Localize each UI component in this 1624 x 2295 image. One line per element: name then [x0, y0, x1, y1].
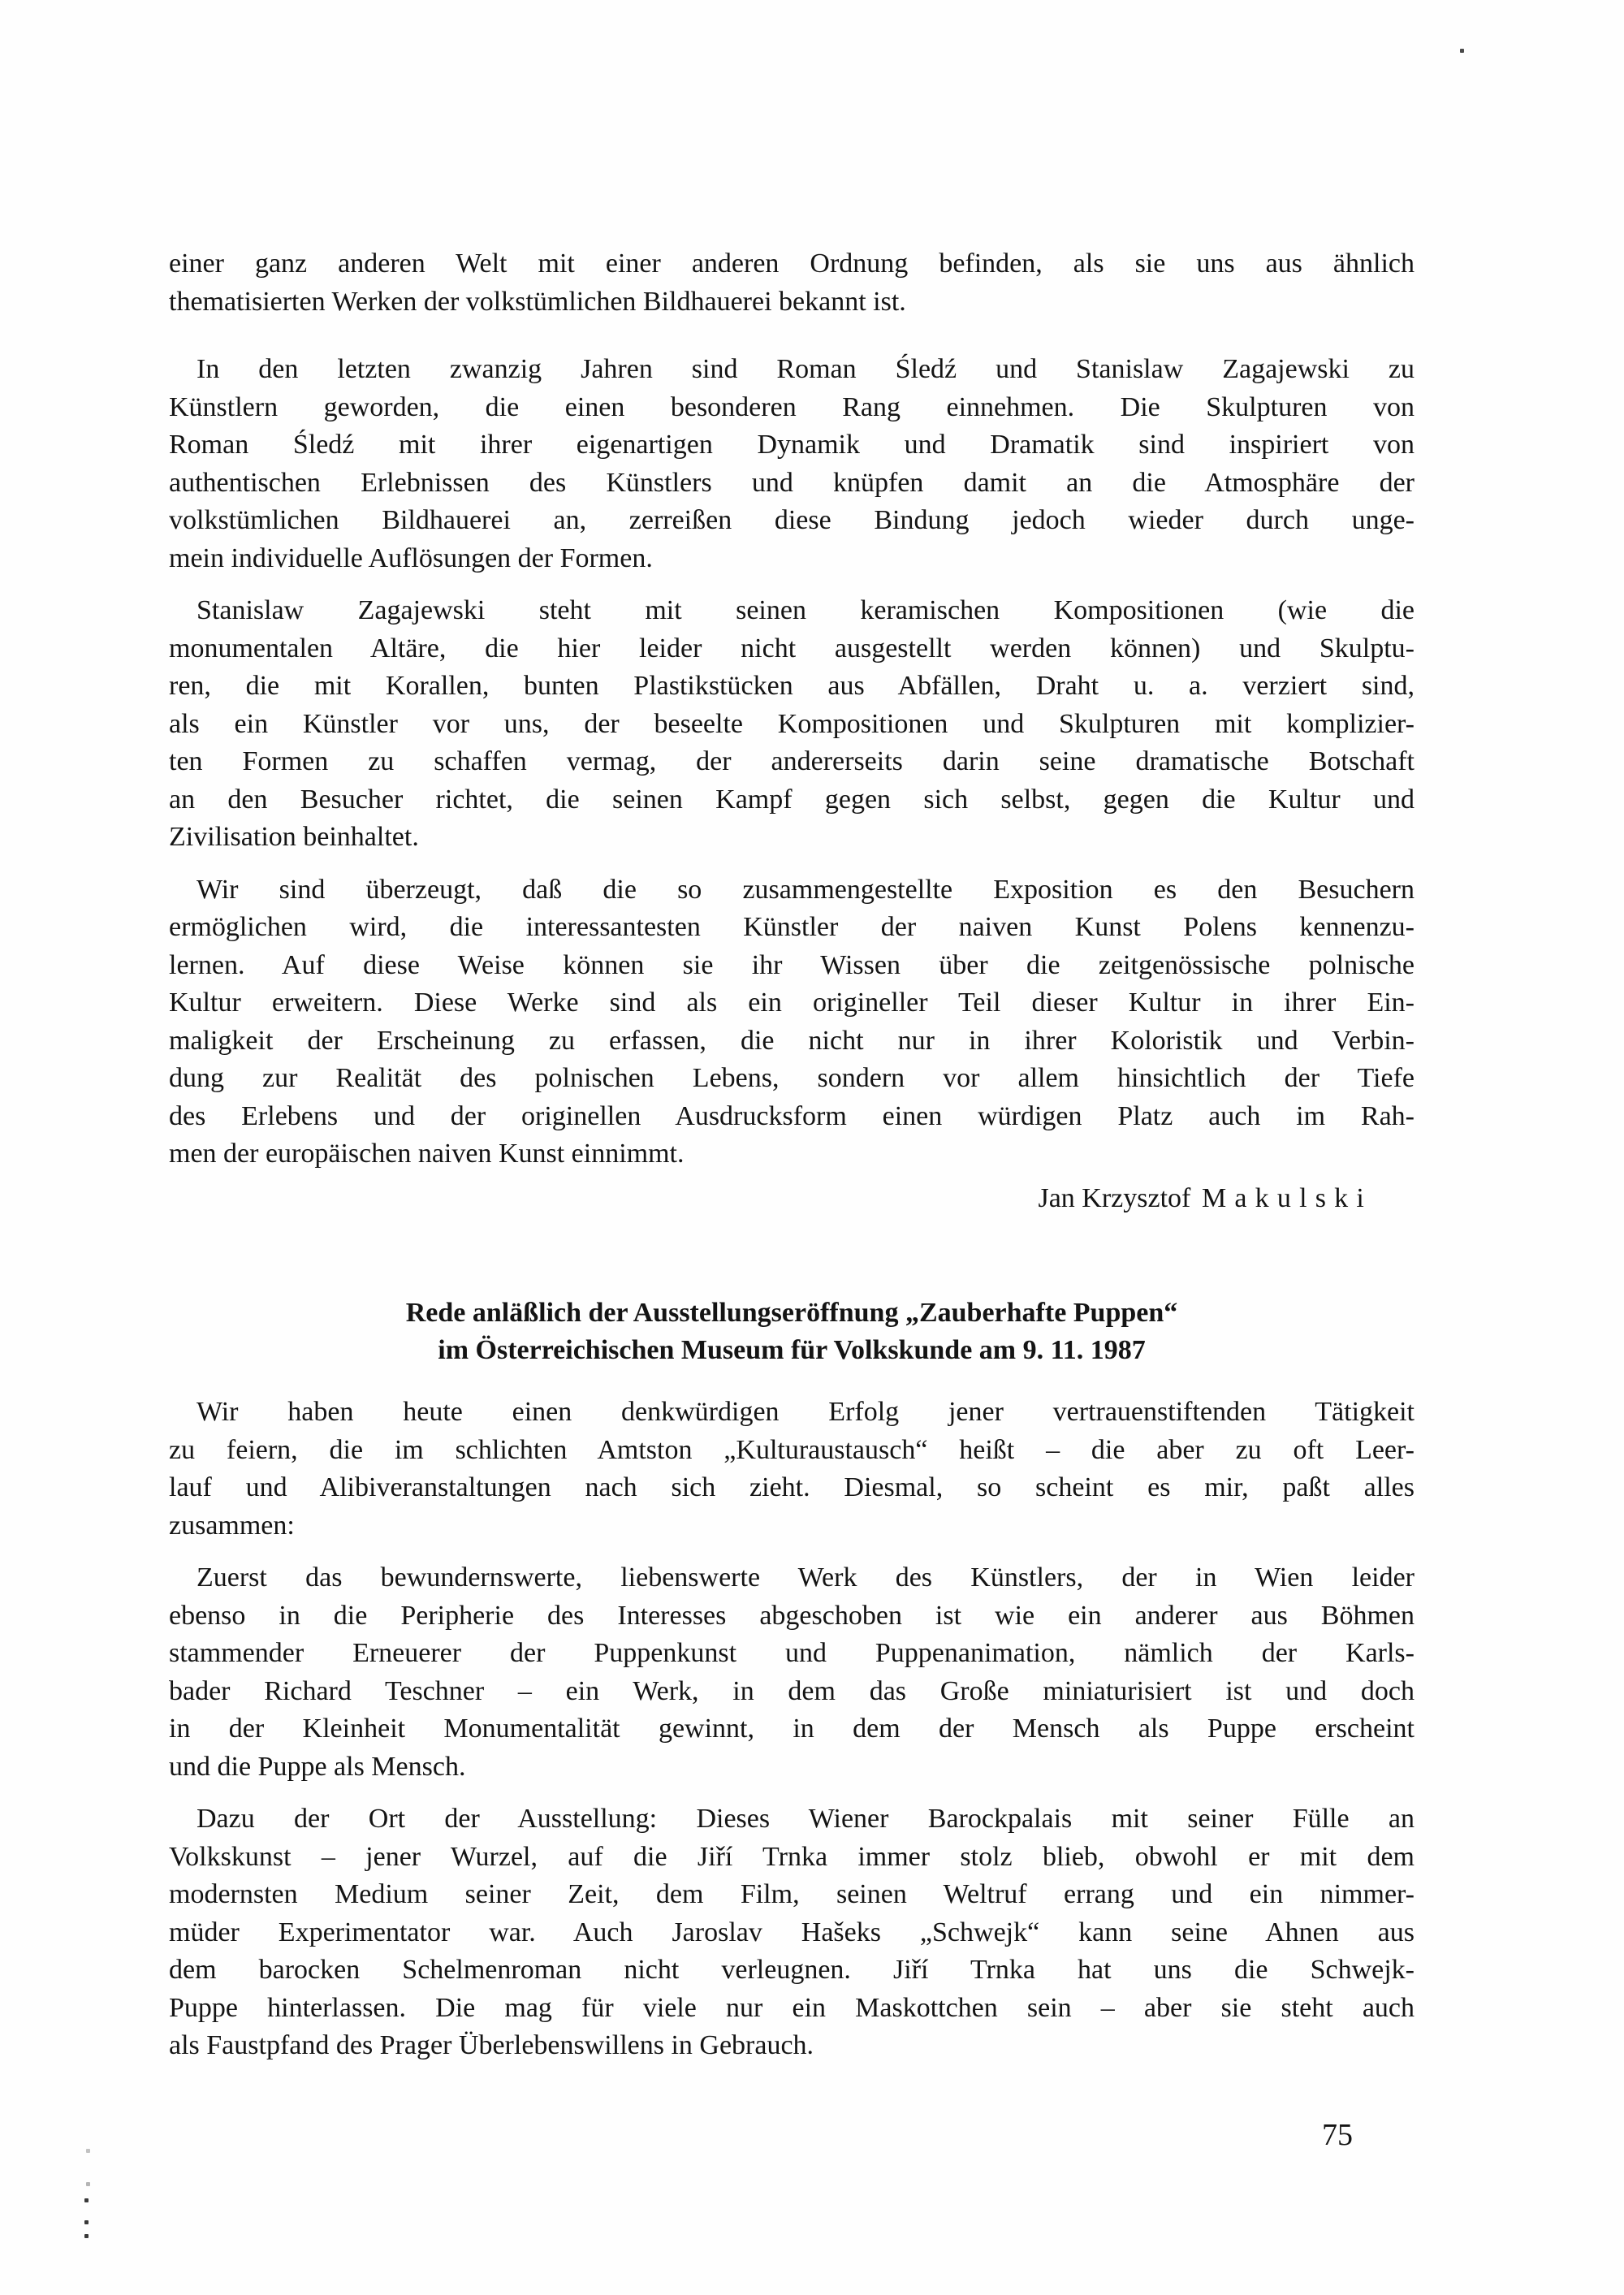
text-line: ebenso in die Peripherie des Interesses abgeschoben ist wie ein anderer aus Böhmen	[169, 1600, 1415, 1631]
paragraph-continuation	[169, 245, 1415, 321]
text-line: zusammen:	[169, 1510, 295, 1541]
text-line: lauf und Alibiveranstaltungen nach sich zieht. Diesmal, so scheint es mir, paßt alles	[169, 1472, 1415, 1502]
text-line: men der europäischen naiven Kunst einnimmt.	[169, 1139, 685, 1169]
text-line: authentischen Erlebnissen des Künstlers und knüpfen damit an die Atmosphäre der	[169, 467, 1415, 498]
text-line: als ein Künstler vor uns, der beseelte Kompositionen und Skulpturen mit komplizier-	[169, 708, 1415, 739]
text-line: Roman Śledź mit ihrer eigenartigen Dynamik und Dramatik sind inspiriert von	[169, 430, 1415, 460]
text-line: als Faustpfand des Prager Überlebenswillens in Gebrauch.	[169, 2030, 814, 2060]
speech-title	[169, 1294, 1415, 1369]
text-line: maligkeit der Erscheinung zu erfassen, die nicht nur in ihrer Koloristik und Verbin-	[169, 1025, 1415, 1056]
text-line: bader Richard Teschner – ein Werk, in dem das Große miniaturisiert ist und doch	[169, 1675, 1415, 1706]
text-line: Künstlern geworden, die einen besonderen Rang einnehmen. Die Skulpturen von	[169, 391, 1415, 422]
paragraph	[169, 871, 1415, 1173]
paragraph	[169, 351, 1415, 577]
text-line: Dazu der Ort der Ausstellung: Dieses Wiener Barockpalais mit seiner Fülle an	[197, 1804, 1415, 1834]
text-line: lernen. Auf diese Weise können sie ihr Wissen über die zeitgenössische polnische	[169, 949, 1415, 980]
text-line: des Erlebens und der originellen Ausdrucksform einen würdigen Platz auch im Rah-	[169, 1100, 1415, 1131]
text-line: Puppe hinterlassen. Die mag für viele nur ein Maskottchen sein – aber sie steht auch	[169, 1992, 1415, 2023]
paragraph	[169, 592, 1415, 857]
scan-artifact-dot	[1460, 49, 1464, 53]
scan-artifact-dot	[86, 2149, 90, 2153]
text-line: dem barocken Schelmenroman nicht verleugnen. Jiří Trnka hat uns die Schwejk-	[169, 1955, 1415, 1985]
scan-artifact-dot	[84, 2220, 89, 2224]
text-line: Wir sind überzeugt, daß die so zusammengestellte Exposition es den Besuchern	[197, 874, 1415, 905]
speech-title-line-2: im Österreichischen Museum für Volkskunde am 9. 11. 1987	[438, 1335, 1146, 1365]
paragraph	[169, 1394, 1415, 1545]
paragraph	[169, 1800, 1415, 2065]
text-line: zu feiern, die im schlichten Amtston „Kulturaustausch“ heißt – die aber zu oft Leer-	[169, 1434, 1415, 1465]
text-line: mein individuelle Auflösungen der Formen.	[169, 542, 653, 573]
author-signature	[169, 1180, 1415, 1218]
text-line: Stanislaw Zagajewski steht mit seinen keramischen Kompositionen (wie die	[197, 595, 1415, 625]
text-line: ermöglichen wird, die interessantesten Künstler der naiven Kunst Polens kennenzu-	[169, 912, 1415, 942]
text-line: volkstümlichen Bildhauerei an, zerreißen diese Bindung jedoch wieder durch unge-	[169, 505, 1415, 535]
text-line: thematisierten Werken der volkstümlichen Bildhauerei bekannt ist.	[169, 286, 906, 317]
page-content	[169, 245, 1415, 2080]
text-line: ten Formen zu schaffen vermag, der andererseits darin seine dramatische Botschaft	[169, 746, 1415, 776]
paragraph	[169, 1559, 1415, 1786]
text-line: an den Besucher richtet, die seinen Kampf gegen sich selbst, gegen die Kultur und	[169, 784, 1415, 815]
scan-artifact-dot	[86, 2182, 90, 2186]
text-line: dung zur Realität des polnischen Lebens, sondern vor allem hinsichtlich der Tiefe	[169, 1063, 1415, 1093]
text-line: Kultur erweitern. Diese Werke sind als ein origineller Teil dieser Kultur in ihrer Ein-	[169, 988, 1415, 1018]
text-line: Zuerst das bewundernswerte, liebenswerte Werk des Künstlers, der in Wien leider	[197, 1562, 1415, 1593]
text-line: und die Puppe als Mensch.	[169, 1751, 466, 1782]
text-line: stammender Erneuerer der Puppenkunst und Puppenanimation, nämlich der Karls-	[169, 1638, 1415, 1668]
signature-surname: Makulski	[1201, 1182, 1372, 1213]
text-line: Wir haben heute einen denkwürdigen Erfolg jener vertrauenstiftenden Tätigkeit	[197, 1397, 1415, 1427]
page-number: 75	[1322, 2118, 1353, 2152]
text-line: In den letzten zwanzig Jahren sind Roman Śledź und Stanislaw Zagajewski zu	[197, 354, 1415, 384]
text-line: ren, die mit Korallen, bunten Plastikstücken aus Abfällen, Draht u. a. verziert sind,	[169, 671, 1415, 701]
text-line: einer ganz anderen Welt mit einer anderen Ordnung befinden, als sie uns aus ähnlich	[169, 249, 1415, 279]
speech-title-line-1: Rede anläßlich der Ausstellungseröffnung „Zauberhafte Puppen“	[405, 1298, 1178, 1328]
text-line: müder Experimentator war. Auch Jaroslav Hašeks „Schwejk“ kann seine Ahnen aus	[169, 1917, 1415, 1947]
text-line: monumentalen Altäre, die hier leider nicht ausgestellt werden können) und Skulptu-	[169, 633, 1415, 663]
text-line: Volkskunst – jener Wurzel, auf die Jiří Trnka immer stolz blieb, obwohl er mit dem	[169, 1841, 1415, 1872]
scan-artifact-dot	[84, 2234, 89, 2238]
text-line: in der Kleinheit Monumentalität gewinnt, in dem der Mensch als Puppe erscheint	[169, 1714, 1415, 1744]
scan-artifact-dot	[84, 2198, 89, 2202]
text-line: Zivilisation beinhaltet.	[169, 822, 419, 852]
signature-given-names: Jan Krzysztof	[1038, 1182, 1191, 1213]
text-line: modernsten Medium seiner Zeit, dem Film, seinen Weltruf errang und ein nimmer-	[169, 1879, 1415, 1909]
